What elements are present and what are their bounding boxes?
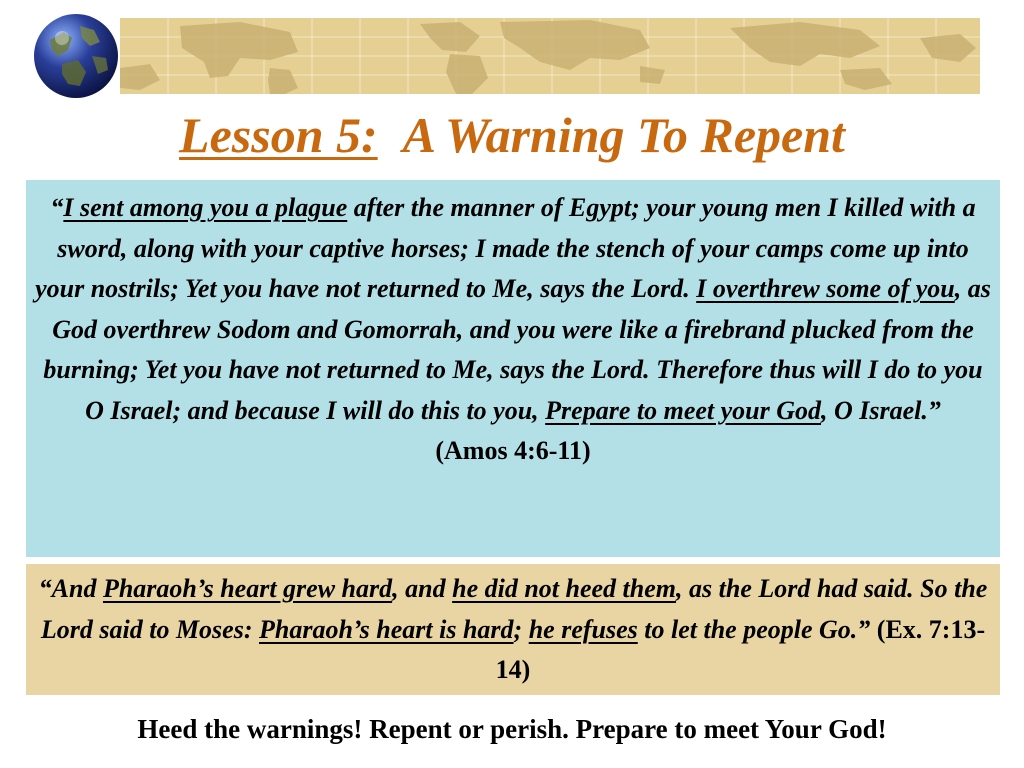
amos-reference: (Amos 4:6-11) [435, 436, 591, 465]
lesson-title: A Warning To Repent [402, 107, 845, 163]
amos-quote-box [26, 180, 1000, 557]
amos-highlight-prepare: Prepare to meet your God [545, 395, 822, 425]
exodus-reference: (Ex. 7:13-14) [495, 614, 986, 684]
page-title [0, 104, 1024, 166]
exodus-highlight-heart-is-hard: Pharaoh’s heart is hard [259, 614, 514, 644]
world-map-banner [120, 18, 980, 94]
exodus-highlight-did-not-heed: he did not heed them [452, 574, 677, 603]
exodus-text-4: ; [513, 614, 529, 644]
exodus-text-1: “And [38, 574, 103, 603]
exodus-text-3: , as the Lord had said. So the Lord said to Moses: [40, 574, 988, 644]
exodus-highlight-refuses: he refuses [528, 614, 638, 644]
footer-message: Heed the warnings! Repent or perish. Prepare to meet Your God! [137, 714, 887, 744]
exodus-text-5: to let the people Go.” [637, 614, 871, 644]
lesson-number: Lesson 5: [179, 107, 378, 163]
amos-open-quote: “ [50, 193, 64, 222]
amos-text-3: , O Israel.” [821, 395, 941, 425]
globe-icon [32, 12, 120, 100]
exodus-quote-box [26, 564, 1000, 695]
amos-text-2: , as God overthrew Sodom and Gomorrah, and you were like a firebrand plucked from the burning; Yet you have not returned to Me, says the Lord. Therefore thus will I do to you O Israel; and because I will do this to you, [43, 274, 991, 425]
exodus-highlight-heart-grew-hard: Pharaoh’s heart grew hard [102, 574, 393, 603]
amos-text-1: after the manner of Egypt; your young men I killed with a sword, along with your captive horses; I made the stench of your camps come up into your nostrils; Yet you have not returned to Me, says the Lord. [35, 193, 976, 303]
amos-highlight-overthrew: I overthrew some of you [696, 274, 955, 303]
exodus-text-2: , and [392, 574, 453, 603]
amos-highlight-plague: I sent among you a plague [63, 193, 348, 222]
